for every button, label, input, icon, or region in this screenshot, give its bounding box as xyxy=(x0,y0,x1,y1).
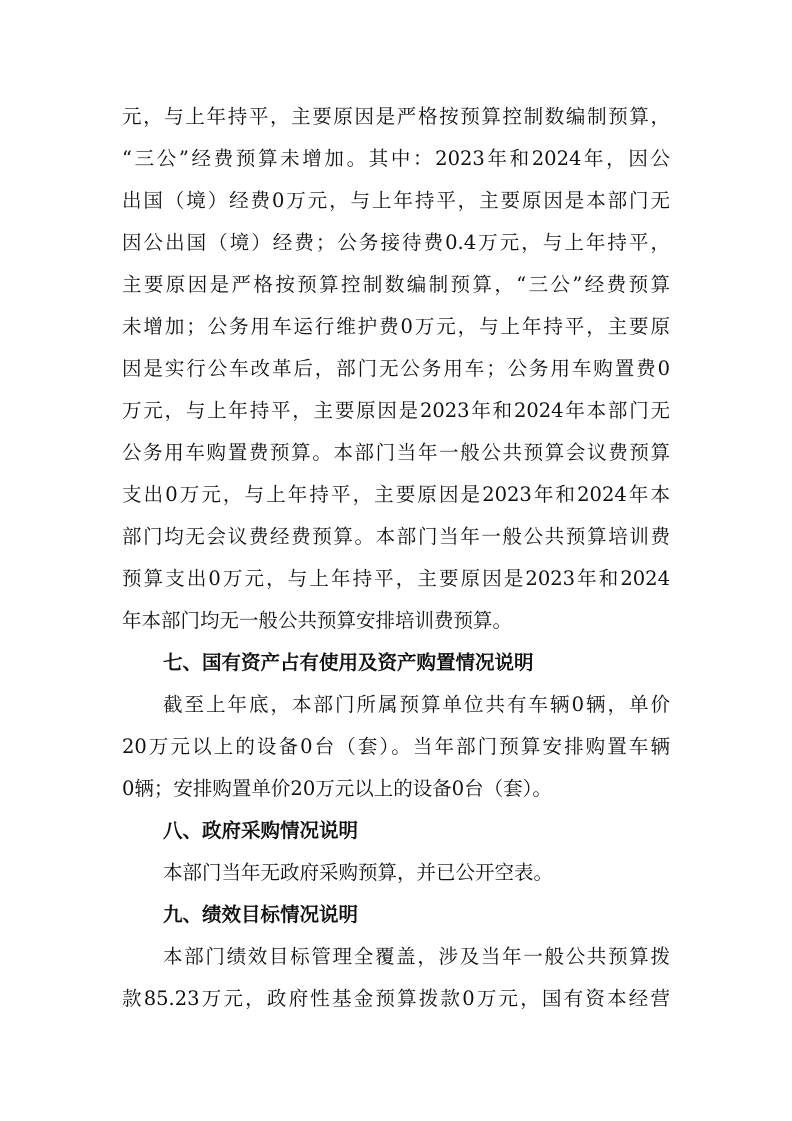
section-heading-8: 八、政府采购情况说明 xyxy=(163,819,359,842)
paragraph-line: 20万元以上的设备0台（套）。当年部门预算安排购置车辆 xyxy=(122,735,670,758)
paragraph-line: 本部门绩效目标管理全覆盖，涉及当年一般公共预算拨 xyxy=(163,945,670,968)
paragraph-line: 主要原因是严格按预算控制数编制预算，“三公”经费预算 xyxy=(122,273,670,296)
paragraph-line: 部门均无会议费经费预算。本部门当年一般公共预算培训费 xyxy=(122,525,670,548)
paragraph-line: 因公出国（境）经费；公务接待费0.4万元，与上年持平， xyxy=(122,231,670,254)
paragraph-line: 本部门当年无政府采购预算，并已公开空表。 xyxy=(163,861,554,884)
paragraph-line: 公务用车购置费预算。本部门当年一般公共预算会议费预算 xyxy=(122,441,670,464)
paragraph-line: “三公”经费预算未增加。其中：2023年和2024年，因公 xyxy=(122,147,670,170)
section-heading-7: 七、国有资产占有使用及资产购置情况说明 xyxy=(163,651,534,674)
paragraph-line: 截至上年底，本部门所属预算单位共有车辆0辆，单价 xyxy=(163,693,670,716)
paragraph-line: 款85.23万元，政府性基金预算拨款0万元，国有资本经营 xyxy=(122,987,670,1010)
paragraph-line: 年本部门均无一般公共预算安排培训费预算。 xyxy=(122,609,513,632)
paragraph-line: 0辆；安排购置单价20万元以上的设备0台（套）。 xyxy=(122,777,552,800)
paragraph-line: 支出0万元，与上年持平，主要原因是2023年和2024年本 xyxy=(122,483,670,506)
section-heading-9: 九、绩效目标情况说明 xyxy=(163,903,359,926)
paragraph-line: 出国（境）经费0万元，与上年持平，主要原因是本部门无 xyxy=(122,189,670,212)
paragraph-line: 未增加；公务用车运行维护费0万元，与上年持平，主要原 xyxy=(122,315,670,338)
paragraph-line: 因是实行公车改革后，部门无公务用车；公务用车购置费0 xyxy=(122,357,670,380)
paragraph-line: 预算支出0万元，与上年持平，主要原因是2023年和2024 xyxy=(122,567,670,590)
paragraph-line: 元，与上年持平，主要原因是严格按预算控制数编制预算， xyxy=(122,105,670,128)
paragraph-line: 万元，与上年持平，主要原因是2023年和2024年本部门无 xyxy=(122,399,670,422)
